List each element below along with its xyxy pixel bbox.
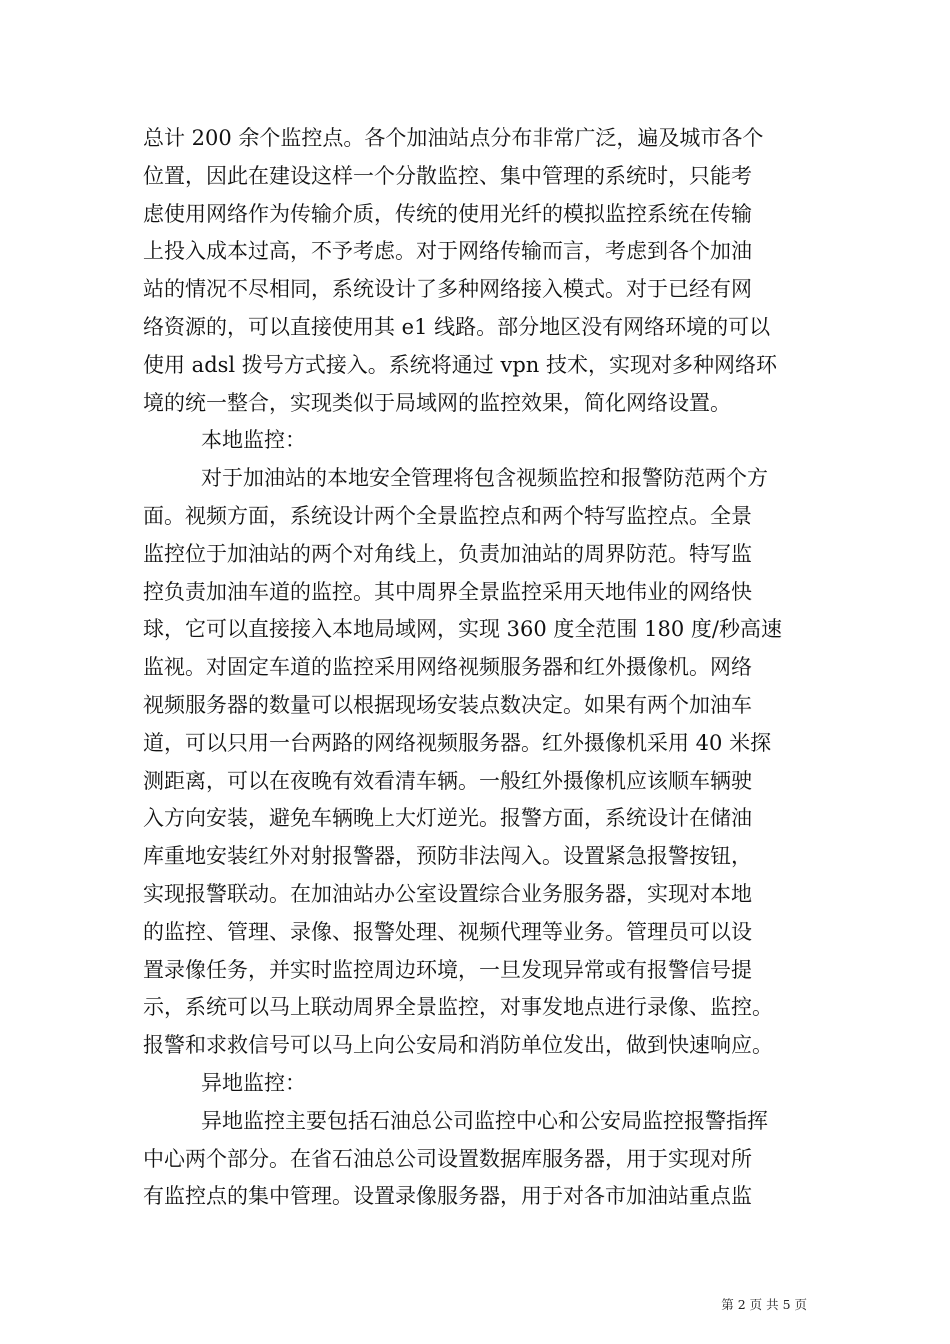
text-line: 测距离，可以在夜晚有效看清车辆。一般红外摄像机应该顺车辆驶 (143, 768, 752, 793)
text-line: 道，可以只用一台两路的网络视频服务器。红外摄像机采用 40 米探 (143, 730, 772, 755)
text-line: 异地监控： (201, 1070, 306, 1095)
text-line: 虑使用网络作为传输介质，传统的使用光纤的模拟监控系统在传输 (143, 201, 752, 226)
text-line: 对于加油站的本地安全管理将包含视频监控和报警防范两个方 (201, 466, 768, 491)
text-line: 置录像任务，并实时监控周边环境，一旦发现异常或有报警信号提 (143, 957, 752, 982)
text-line: 球，它可以直接接入本地局域网，实现 360 度全范围 180 度/秒高速 (143, 617, 782, 642)
text-line: 报警和求救信号可以马上向公安局和消防单位发出，做到快速响应。 (143, 1033, 773, 1058)
text-line: 库重地安装红外对射报警器，预防非法闯入。设置紧急报警按钮， (143, 844, 752, 869)
text-line: 控负责加油车道的监控。其中周界全景监控采用天地伟业的网络快 (143, 579, 752, 604)
text-line: 监控位于加油站的两个对角线上，负责加油站的周界防范。特写监 (143, 541, 752, 566)
text-line: 站的情况不尽相同，系统设计了多种网络接入模式。对于已经有网 (143, 277, 752, 302)
page-number: 第 2 页 共 5 页 (721, 1297, 807, 1312)
text-line: 中心两个部分。在省石油总公司设置数据库服务器，用于实现对所 (143, 1146, 752, 1171)
text-line: 使用 adsl 拨号方式接入。系统将通过 vpn 技术，实现对多种网络环 (143, 352, 777, 377)
text-line: 络资源的，可以直接使用其 e1 线路。部分地区没有网络环境的可以 (143, 314, 771, 339)
text-line: 面。视频方面，系统设计两个全景监控点和两个特写监控点。全景 (143, 503, 752, 528)
text-line: 监视。对固定车道的监控采用网络视频服务器和红外摄像机。网络 (143, 655, 752, 680)
text-line: 上投入成本过高，不予考虑。对于网络传输而言，考虑到各个加油 (143, 239, 752, 264)
text-line: 实现报警联动。在加油站办公室设置综合业务服务器，实现对本地 (143, 881, 752, 906)
text-line: 的监控、管理、录像、报警处理、视频代理等业务。管理员可以设 (143, 919, 752, 944)
text-line: 总计 200 余个监控点。各个加油站点分布非常广泛，遍及城市各个 (143, 126, 764, 150)
text-line: 异地监控主要包括石油总公司监控中心和公安局监控报警指挥 (201, 1108, 768, 1133)
text-line: 境的统一整合，实现类似于局域网的监控效果，简化网络设置。 (143, 390, 731, 415)
body-text (143, 120, 807, 1216)
text-line: 位置，因此在建设这样一个分散监控、集中管理的系统时，只能考 (143, 163, 752, 188)
text-line: 本地监控： (201, 428, 306, 453)
text-line: 有监控点的集中管理。设置录像服务器，用于对各市加油站重点监 (143, 1184, 752, 1209)
text-line: 示，系统可以马上联动周界全景监控，对事发地点进行录像、监控。 (143, 995, 773, 1020)
text-line: 入方向安装，避免车辆晚上大灯逆光。报警方面，系统设计在储油 (143, 806, 752, 831)
text-line: 视频服务器的数量可以根据现场安装点数决定。如果有两个加油车 (143, 692, 752, 717)
